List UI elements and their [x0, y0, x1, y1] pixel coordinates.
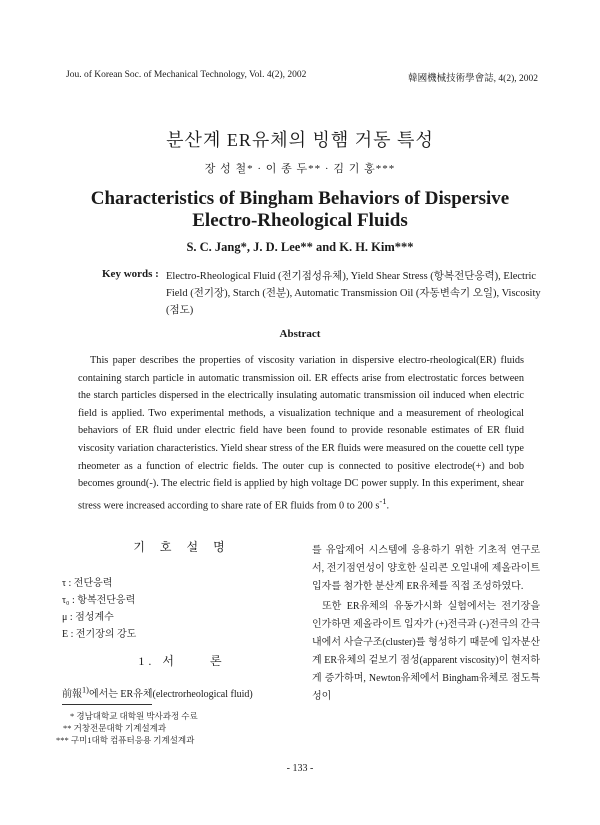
intro-first-word: 前報 [62, 689, 82, 700]
introduction-heading: 1. 서 론 [138, 654, 226, 668]
symbol-item: τ₀ : 항복전단응력 [62, 595, 136, 606]
authors-english: S. C. Jang*, J. D. Lee** and K. H. Kim*** [186, 240, 414, 254]
title-en-line1: Characteristics of Bingham Behaviors of Dispersive [90, 188, 510, 209]
paper-title-english [0, 188, 600, 232]
journal-header-en: Jou. of Korean Soc. of Mechanical Technology, Vol. 4(2), 2002 [66, 70, 307, 80]
symbol-item: E : 전기장의 강도 [62, 629, 137, 640]
abstract-superscript: -1 [379, 495, 387, 506]
footnote-rule [62, 704, 152, 705]
right-col-paragraph: 를 유압제어 시스템에 응용하기 위한 기초적 연구로서, 전기점연성이 양호한 실리콘 오일내에 제올라이트 입자를 첨가한 분산계 ER유체를 직접 조성하였다. [312, 545, 540, 592]
right-col-paragraph: 또한 ER유체의 유동가시화 실험에서는 전기장을 인가하면 제올라이트 입자가 (+)전극과 (-)전극의 간극내에서 사슬구조(cluster)를 형성하기 때문에 입자분산계 ER유체의 겉보기 점성(apparent viscosity)이 현저하게 증가하며, Newton유체에서 Bingham유체로 점도특성이 [312, 601, 540, 702]
journal-header-ko: 韓國機械技術學會誌, 4(2), 2002 [408, 74, 538, 84]
abstract-end: . [386, 500, 390, 512]
introduction-first-line [62, 685, 312, 700]
footnote-item: *** 구미1대학 컴퓨터응용 기계설계과 [56, 735, 195, 745]
symbol-item: τ : 전단응력 [62, 578, 113, 589]
symbols-heading: 기 호 설 명 [133, 540, 231, 554]
abstract-text: This paper describes the properties of viscosity variation in dispersive electro-rheological(ER) fluids containing starch particle in automatic transmission oil. ER effects arise from electrostatic forces between the starch particles dispersed in the electrically insulating automatic transmission oil induced when electric field is applied. Two experimental methods, a visualization technique and a measurement of rheological behaviors of ER fluid under electric field have been found to provide resonable estimates of ER fluid viscosity variation characteristics. Yield shear stress of the ER fluids were measured on the couette cell type rheometer as a function of electric fields. The outer cup is connected to positive electrode(+) and bob becomes ground(-). The electric field is applied by high voltage DC power supply. In this experiment, shear stress were increased according to share rate of ER fluids from 0 to 200 s [78, 355, 524, 512]
intro-citation: 1) [82, 685, 89, 695]
footnote-item: ** 거창전문대학 기계설계과 [63, 723, 167, 733]
page-number: - 133 - [286, 763, 314, 774]
keywords-text: Electro-Rheological Fluid (전기점성유체), Yield Shear Stress (항복전단응력), Electric Field (전기장), Starch (전분), Automatic Transmission Oil (자동변속기 오일), Viscosity (점도) [166, 271, 541, 316]
right-column-text [312, 542, 540, 706]
abstract-heading: Abstract [279, 328, 321, 340]
intro-rest: 에서는 ER유체(electrorheological fluid) [88, 689, 253, 700]
keywords-label: Key words : [102, 268, 159, 280]
paper-title-korean: 분산계 ER유체의 빙햄 거동 특성 [166, 130, 434, 150]
authors-korean: 장 성 철* · 이 종 두** · 김 기 홍*** [204, 163, 396, 175]
symbol-item: μ : 점성계수 [62, 612, 114, 623]
footnote-item: * 경남대학교 대학원 박사과정 수료 [70, 711, 198, 721]
abstract-body [78, 352, 524, 515]
title-en-line2: Electro-Rheological Fluids [192, 210, 408, 231]
